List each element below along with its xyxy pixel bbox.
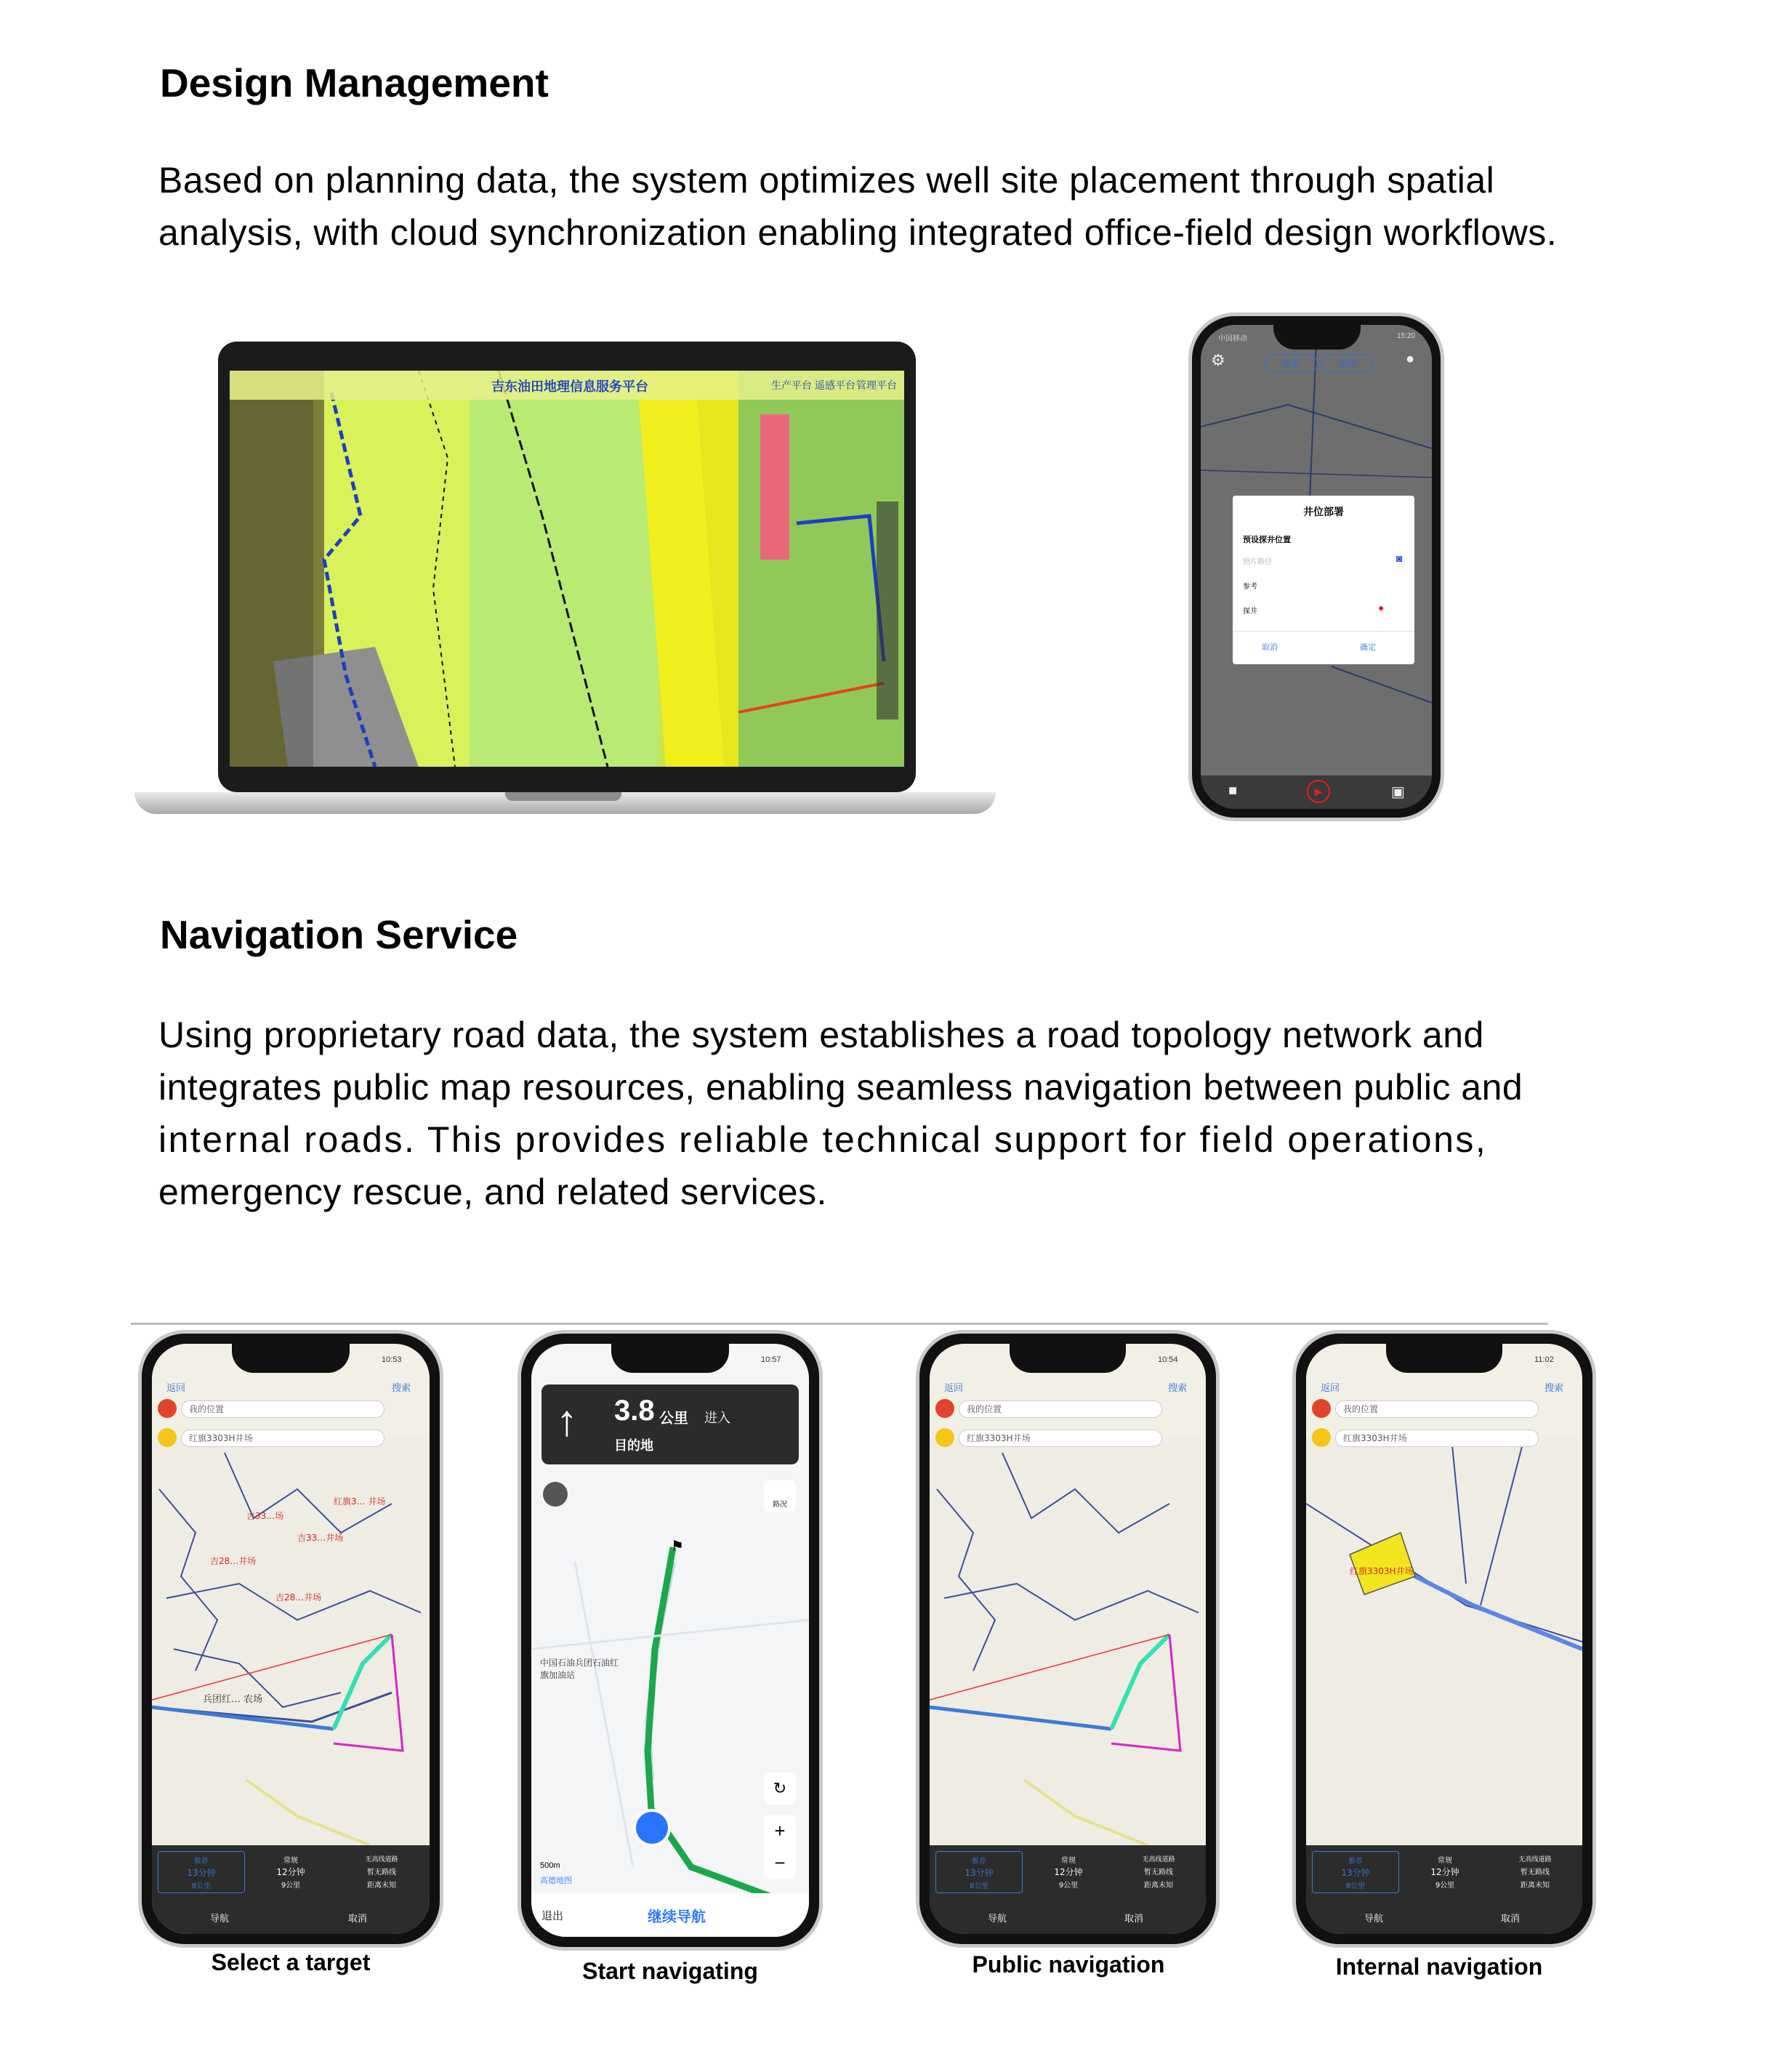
origin-input[interactable]: 我的位置 [181,1400,384,1418]
photo-path-input[interactable]: 照片路径 [1243,558,1272,566]
laptop-menu-item[interactable]: 管理平台 [856,380,897,392]
map-label: 吉28…井场 [210,1556,257,1566]
cube-icon[interactable]: ■ [1228,783,1238,799]
cancel-button[interactable]: 取消 [1501,1914,1521,1924]
route-option-no-highway[interactable] [1492,1851,1578,1892]
end-marker-icon [935,1428,954,1447]
route-tag: 常规 [283,1857,298,1865]
route-info: 暂无路线 [367,1869,396,1877]
route-panel [930,1845,1206,1934]
route-option-normal[interactable] [248,1851,334,1892]
zoom-out-button[interactable]: − [774,1852,786,1874]
back-link[interactable]: 返回 [166,1383,186,1394]
route-panel [152,1845,430,1934]
navigate-button[interactable]: 导航 [210,1914,230,1924]
laptop-app-title: 吉东油田地理信息服务平台 [491,379,648,395]
maneuver-action: 进入 [704,1411,730,1426]
route-tag: 无高线道路 [1142,1856,1175,1863]
finish-flag-icon: ⚑ [671,1539,684,1555]
paragraph-line: integrates public map resources, enabling seamless navigation between public and [158,1067,1523,1108]
planning-map [230,371,904,767]
route-option-no-highway[interactable] [338,1851,425,1892]
route-time: 12分钟 [276,1867,305,1877]
phone-notch [232,1344,350,1373]
reference-label: 参考 [1243,583,1257,591]
phone-screen [930,1344,1206,1934]
route-time: 13分钟 [1341,1868,1370,1878]
caption: Internal navigation [1335,1954,1543,1980]
phone-internal-navigation [1292,1330,1596,1948]
route-tag: 无高线道路 [365,1856,398,1863]
route-tag: 推荐 [194,1858,209,1866]
caption: Select a target [211,1949,371,1975]
search-link[interactable]: 搜索 [1545,1383,1564,1394]
zoom-in-button[interactable]: + [774,1820,786,1842]
dialog-divider [1233,631,1414,632]
dialog-field-label: 预设探井位置 [1243,535,1291,544]
caption: Start navigating [582,1958,758,1984]
route-info: 距离未知 [1144,1882,1173,1890]
well-deploy-dialog [1233,496,1414,664]
well-label: 探井 [1243,608,1257,616]
map-label: 吉33…井场 [297,1533,344,1543]
map-label: 红旗3… 井场 [334,1496,386,1507]
exit-button[interactable]: 退出 [541,1909,564,1922]
caption: Public navigation [972,1951,1165,1978]
dialog-title: 井位部署 [1303,507,1344,518]
gear-icon[interactable]: ⚙ [1211,351,1225,369]
section-paragraph-design [158,154,1627,259]
origin-input[interactable]: 我的位置 [959,1400,1162,1418]
route-time: 13分钟 [964,1868,994,1878]
phone-screen [1201,325,1432,809]
back-link[interactable]: 返回 [944,1383,964,1394]
report-icon[interactable] [543,1482,568,1507]
traffic-label: 路况 [773,1501,787,1509]
route-distance: 9公里 [1435,1882,1455,1890]
scale-label: 500m [540,1861,560,1870]
phone-screen [531,1344,809,1937]
tab-route[interactable]: 路线 [1321,354,1374,373]
back-link[interactable]: 返回 [1321,1383,1340,1394]
user-icon[interactable]: ● [1406,351,1415,367]
status-carrier: 中国移动 [1218,335,1247,343]
divider-line [131,1323,1548,1325]
route-tag: 无高线道路 [1518,1856,1552,1863]
phone-notch [1010,1344,1126,1373]
status-time: 11:02 [1534,1355,1554,1364]
route-option-recommended[interactable] [1312,1851,1399,1893]
toolbox-icon[interactable]: ▣ [1391,784,1405,800]
start-marker-icon [158,1399,177,1418]
maneuver-destination: 目的地 [614,1438,653,1454]
route-option-no-highway[interactable] [1116,1851,1201,1892]
origin-input[interactable]: 我的位置 [1335,1400,1539,1418]
well-site-label: 红旗3303H井场 [1350,1566,1414,1576]
phone-public-navigation [916,1330,1220,1948]
maneuver-distance: 3.8 [614,1395,655,1427]
bottom-toolbar [1201,775,1432,809]
route-distance: 8公里 [969,1882,989,1890]
cancel-button[interactable]: 取消 [348,1914,368,1924]
section-paragraph-navigation [158,1009,1641,1218]
location-pin-icon[interactable]: ● [1378,602,1385,613]
search-link[interactable]: 搜索 [1168,1383,1188,1394]
paragraph-line: internal roads. This provides reliable technical support for field operations, [158,1119,1488,1160]
route-tag: 常规 [1438,1857,1452,1865]
navigate-button[interactable]: 导航 [988,1914,1007,1924]
route-info: 暂无路线 [1521,1869,1550,1877]
laptop-notch [505,792,621,801]
end-marker-icon [1312,1428,1331,1447]
traffic-toggle[interactable] [764,1480,796,1512]
maneuver-card [541,1384,799,1464]
camera-icon[interactable]: ◙ [1396,552,1403,564]
phone-notch [611,1344,729,1373]
route-distance: 9公里 [281,1882,301,1890]
play-icon[interactable]: ▶ [1307,780,1330,803]
phone-screen [152,1344,430,1934]
arrow-up-icon: ↑ [556,1396,578,1445]
route-option-normal[interactable] [1402,1851,1488,1892]
destination-input[interactable]: 红旗3303H井场 [181,1430,384,1447]
route-time: 12分钟 [1054,1867,1083,1877]
route-distance: 8公里 [1345,1882,1366,1890]
paragraph-line: Using proprietary road data, the system establishes a road topology network and [158,1015,1484,1055]
laptop-menu-item[interactable]: 生产平台 [771,380,812,392]
route-distance: 9公里 [1058,1882,1079,1890]
status-time: 10:54 [1158,1355,1178,1364]
route-info: 距离未知 [367,1882,396,1890]
laptop-menu-item[interactable]: 遥感平台 [815,380,855,392]
phone-design [1188,313,1444,821]
paragraph-line: Based on planning data, the system optimizes well site placement through spatial [158,160,1495,201]
start-marker-icon [1312,1399,1331,1418]
route-panel [1306,1845,1582,1934]
laptop-mockup [134,338,992,818]
route-time: 12分钟 [1430,1867,1459,1877]
route-option-recommended[interactable] [158,1851,245,1893]
phone-notch [1273,325,1361,350]
zoom-control [764,1815,796,1879]
laptop-screen [230,371,904,767]
route-info: 暂无路线 [1144,1869,1173,1877]
route-option-recommended[interactable] [935,1851,1023,1893]
tab-search[interactable]: 搜索 [1265,354,1317,373]
section-heading-navigation: Navigation Service [160,912,518,957]
phone-screen [1306,1344,1582,1934]
route-tag: 推荐 [972,1858,986,1866]
route-time: 13分钟 [187,1868,216,1878]
nav-bottom-bar [531,1893,809,1937]
search-link[interactable]: 搜索 [392,1383,411,1394]
map-label: 吉33…场 [246,1511,284,1521]
status-time: 10:57 [761,1355,781,1364]
route-option-normal[interactable] [1026,1851,1111,1892]
navigate-button[interactable]: 导航 [1364,1914,1384,1924]
end-marker-icon [158,1428,177,1447]
route-distance: 8公里 [191,1882,212,1890]
map-brand: 高德地图 [540,1876,572,1885]
route-info: 距离未知 [1521,1882,1550,1890]
refresh-icon[interactable]: ↻ [764,1773,796,1805]
cancel-button[interactable]: 取消 [1124,1914,1144,1924]
poi-label: 中国石油兵团石油红旗加油站 [540,1658,619,1680]
phone-start-navigating [518,1330,823,1951]
destination-input[interactable]: 红旗3303H井场 [959,1430,1162,1447]
section-heading-design: Design Management [160,60,549,105]
status-time: 15:20 [1397,332,1416,340]
current-location-icon [633,1809,671,1847]
start-marker-icon [935,1399,954,1418]
phone-notch [1386,1344,1502,1373]
paragraph-line: emergency rescue, and related services. [158,1172,827,1212]
map-label: 吉28…井场 [275,1592,322,1603]
dialog-cancel-button[interactable]: 取消 [1262,642,1278,652]
map-label: 兵团红… 农场 [203,1694,263,1705]
distance-unit: 公里 [659,1409,688,1427]
laptop-lid [218,342,916,792]
paragraph-line: analysis, with cloud synchronization enabling integrated office-field design workflows. [158,212,1558,253]
phone-select-target [138,1330,443,1948]
dialog-confirm-button[interactable]: 确定 [1360,642,1376,652]
status-time: 10:53 [382,1355,402,1364]
route-tag: 推荐 [1348,1858,1363,1866]
continue-navigation-button[interactable]: 继续导航 [648,1908,706,1925]
route-tag: 常规 [1061,1857,1076,1865]
destination-input[interactable]: 红旗3303H井场 [1335,1430,1539,1447]
